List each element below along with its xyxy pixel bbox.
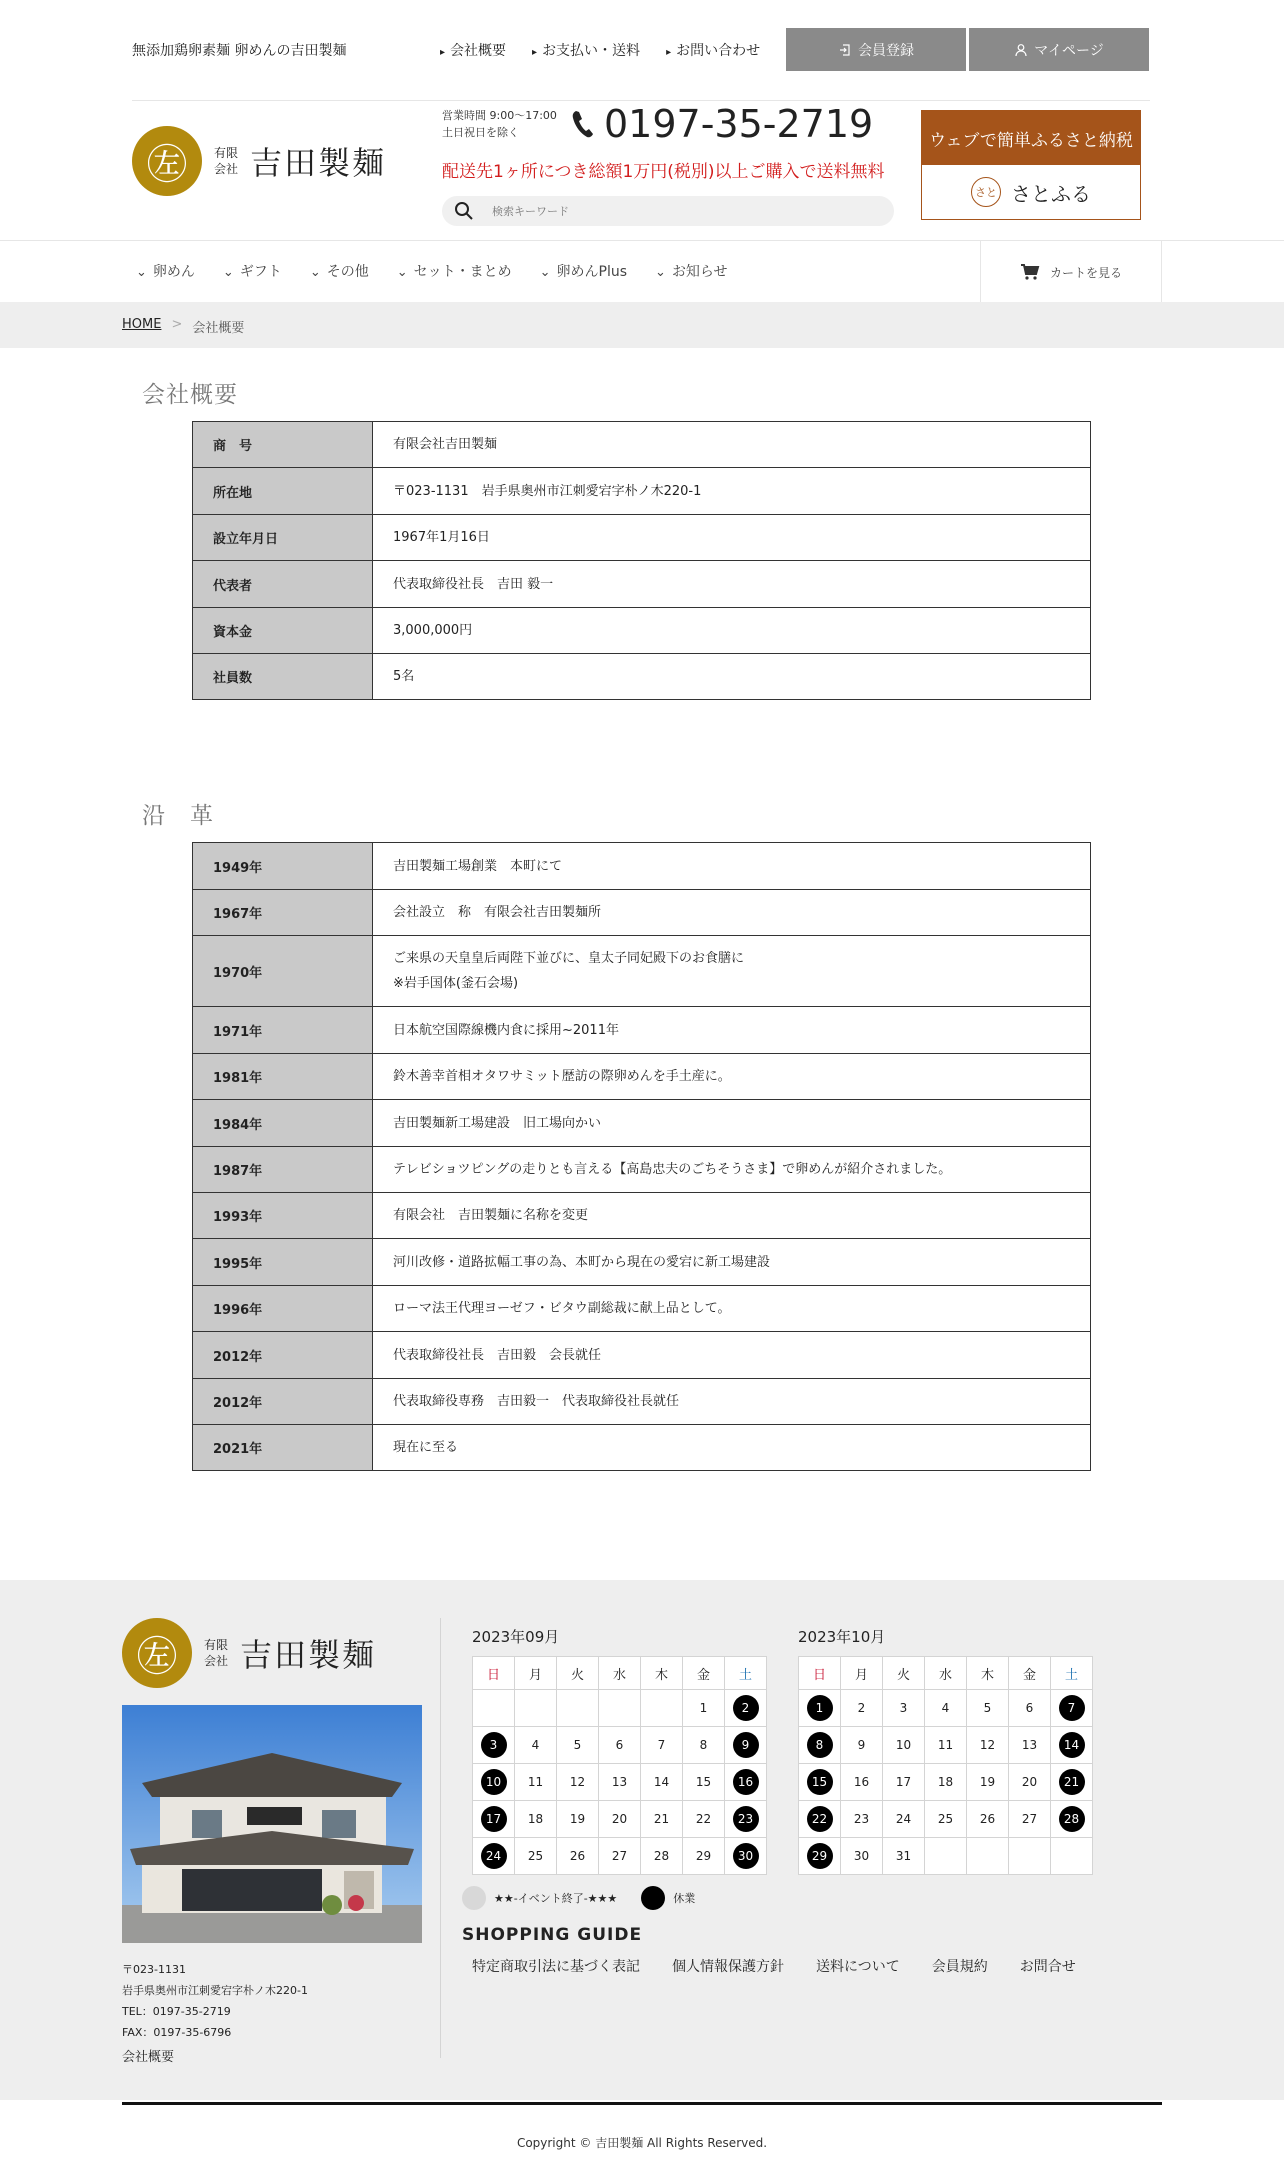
holiday-marker: 24	[481, 1843, 507, 1869]
calendar-day	[473, 1690, 515, 1727]
row-value: 5名	[373, 654, 1091, 700]
calendar-day: 8	[683, 1727, 725, 1764]
holiday-marker: 16	[733, 1769, 759, 1795]
calendar-day	[799, 1801, 841, 1838]
calendar-day	[641, 1690, 683, 1727]
calendar-day	[557, 1690, 599, 1727]
row-label: 商 号	[193, 422, 373, 468]
row-label: 1984年	[193, 1100, 373, 1147]
row-label: 設立年月日	[193, 515, 373, 561]
table-row	[193, 1332, 1091, 1379]
holiday-marker: 9	[733, 1732, 759, 1758]
logo-name: 吉田製麺	[250, 144, 387, 182]
row-label: 社員数	[193, 654, 373, 700]
calendar-day: 6	[1009, 1690, 1051, 1727]
holiday-marker: 21	[1059, 1769, 1085, 1795]
satofull-logo	[922, 165, 1140, 219]
calendar-day: 15	[683, 1764, 725, 1801]
calendar-day	[599, 1690, 641, 1727]
calendar-day	[799, 1838, 841, 1875]
nav-item-gift[interactable]: ⌄ ギフト	[223, 261, 282, 281]
topnav-payment[interactable]: ▸ お支払い・送料	[532, 40, 640, 60]
row-value: 有限会社吉田製麺	[373, 422, 1091, 468]
row-value: 河川改修・道路拡幅工事の為、本町から現在の愛宕に新工場建設	[373, 1239, 1091, 1286]
calendar-day	[473, 1764, 515, 1801]
calendar-day: 29	[683, 1838, 725, 1875]
calendar-week	[799, 1764, 1093, 1801]
phone-text: 0197-35-2719	[604, 102, 874, 146]
row-value: 〒023-1131 岩手県奥州市江刺愛宕字朴ノ木220-1	[373, 468, 1091, 515]
satofull-text: さとふる	[1011, 181, 1091, 206]
calendar-day	[725, 1801, 767, 1838]
row-value: 代表取締役専務 吉田毅一 代表取締役社長就任	[373, 1379, 1091, 1425]
legend-holiday: 休業	[673, 1892, 696, 1905]
calendar-day: 19	[557, 1801, 599, 1838]
calendar-weekday: 水	[925, 1657, 967, 1690]
nav-item-set[interactable]: ⌄ セット・まとめ	[397, 261, 512, 281]
row-value: 代表取締役社長 吉田毅 会長就任	[373, 1332, 1091, 1379]
calendar-day: 25	[515, 1838, 557, 1875]
calendar-day: 5	[967, 1690, 1009, 1727]
logo-small-1: 有限	[214, 146, 239, 160]
table-row	[193, 654, 1091, 700]
guide-link-terms[interactable]: 会員規約	[931, 1959, 988, 1975]
holiday-marker: 10	[481, 1769, 507, 1795]
calendar-day: 28	[641, 1838, 683, 1875]
calendar-day	[799, 1764, 841, 1801]
row-label: 資本金	[193, 608, 373, 654]
row-value	[373, 936, 1091, 1007]
calendar-day	[515, 1690, 557, 1727]
address-line: FAX：0197-35-6796	[122, 2026, 232, 2039]
history-title: 沿 革	[142, 803, 214, 829]
row-value: テレビショツピングの走りとも言える【高島忠夫のごちそうさま】で卵めんが紹介されました。	[373, 1147, 1091, 1193]
guide-link-tokushoho[interactable]: 特定商取引法に基づく表記	[472, 1959, 640, 1975]
calendar-day: 22	[683, 1801, 725, 1838]
calendar-day	[1051, 1690, 1093, 1727]
calendar-day: 4	[925, 1690, 967, 1727]
calendar-weekday: 金	[1009, 1657, 1051, 1690]
row-label: 1970年	[193, 936, 373, 1007]
row-label: 2021年	[193, 1425, 373, 1471]
nav-item-other[interactable]: ⌄ その他	[310, 261, 369, 281]
table-row	[193, 1147, 1091, 1193]
calendar-september	[472, 1656, 767, 1875]
footer-rule	[122, 2102, 1162, 2105]
main-nav	[0, 240, 1284, 302]
holiday-marker: 17	[481, 1806, 507, 1832]
calendar-day: 12	[967, 1727, 1009, 1764]
table-row	[193, 843, 1091, 890]
table-row	[193, 1425, 1091, 1471]
logo-small-text	[214, 145, 238, 177]
calendar-day: 31	[883, 1838, 925, 1875]
calendar-day: 20	[599, 1801, 641, 1838]
row-value: 鈴木善幸首相オタワサミット歴訪の際卵めんを手土産に。	[373, 1054, 1091, 1100]
copyright: Copyright © 吉田製麺 All Rights Reserved.	[516, 2136, 768, 2150]
mypage-button[interactable]	[969, 28, 1149, 71]
calendar-day: 5	[557, 1727, 599, 1764]
calendar-day: 21	[641, 1801, 683, 1838]
company-table	[192, 421, 1091, 700]
nav-items	[136, 261, 728, 281]
row-label: 1987年	[193, 1147, 373, 1193]
row-label: 1993年	[193, 1193, 373, 1239]
row-label: 1981年	[193, 1054, 373, 1100]
calendar-legend	[462, 1886, 695, 1910]
calendar-weekday: 土	[1051, 1657, 1093, 1690]
holiday-marker: 15	[807, 1769, 833, 1795]
cart-label: カートを見る	[1049, 265, 1122, 280]
calendar-day: 19	[967, 1764, 1009, 1801]
calendar-weekday: 木	[967, 1657, 1009, 1690]
topnav-contact[interactable]: ▸ お問い合わせ	[666, 40, 760, 60]
calendar-day	[1009, 1838, 1051, 1875]
event-dot-icon	[462, 1886, 486, 1910]
row-value: 吉田製麺新工場建設 旧工場向かい	[373, 1100, 1091, 1147]
logo-mark: ㊧	[132, 126, 202, 196]
holiday-marker: 22	[807, 1806, 833, 1832]
table-row	[193, 1193, 1091, 1239]
phone-number[interactable]	[570, 102, 873, 146]
site-tagline: 無添加鶏卵素麺 卵めんの吉田製麺	[132, 43, 347, 59]
calendar-day: 18	[515, 1801, 557, 1838]
nav-item-news[interactable]: ⌄ お知らせ	[655, 261, 728, 281]
table-row	[193, 1239, 1091, 1286]
table-row	[193, 1379, 1091, 1425]
row-value: 吉田製麺工場創業 本町にて	[373, 843, 1091, 890]
footer-logo-small-1: 有限	[204, 1638, 229, 1652]
calendar-day: 13	[599, 1764, 641, 1801]
calendar-day: 7	[641, 1727, 683, 1764]
calendar-day: 27	[599, 1838, 641, 1875]
table-row	[193, 936, 1091, 1007]
calendar-day	[925, 1838, 967, 1875]
footer-address	[122, 1959, 308, 2043]
login-icon	[838, 43, 852, 57]
holiday-marker: 7	[1059, 1695, 1085, 1721]
calendar-day: 26	[967, 1801, 1009, 1838]
breadcrumb-trail	[122, 317, 244, 336]
calendar-day: 6	[599, 1727, 641, 1764]
cart-icon	[1020, 263, 1040, 281]
footer-logo-mark: ㊧	[122, 1618, 192, 1688]
calendar-day: 14	[641, 1764, 683, 1801]
table-row	[193, 1100, 1091, 1147]
calendar-weekday: 月	[841, 1657, 883, 1690]
footer-logo-small	[204, 1637, 228, 1669]
register-label: 会員登録	[858, 42, 914, 59]
address-line: 〒023-1131	[122, 1963, 186, 1976]
table-row	[193, 468, 1091, 515]
calendar-week	[799, 1838, 1093, 1875]
calendar-day: 25	[925, 1801, 967, 1838]
table-row	[193, 608, 1091, 654]
guide-link-shipping[interactable]: 送料について	[816, 1959, 900, 1975]
factory-photo	[122, 1705, 422, 1943]
holiday-marker: 30	[733, 1843, 759, 1869]
table-row	[193, 515, 1091, 561]
footer-logo-name: 吉田製麺	[240, 1636, 377, 1674]
calendar-day: 13	[1009, 1727, 1051, 1764]
nav-item-plus[interactable]: ⌄ 卵めんPlus	[540, 261, 627, 281]
calendar-day	[473, 1838, 515, 1875]
furusato-banner-title: ウェブで簡単ふるさと納税	[922, 111, 1140, 165]
shopping-guide-links	[472, 1956, 1076, 1976]
holiday-marker: 28	[1059, 1806, 1085, 1832]
table-row	[193, 422, 1091, 468]
footer-logo-small-2: 会社	[204, 1654, 229, 1668]
calendar-week	[473, 1764, 767, 1801]
calendar-day: 10	[883, 1727, 925, 1764]
calendar-day	[1051, 1764, 1093, 1801]
company-title: 会社概要	[142, 382, 238, 408]
table-row	[193, 1054, 1091, 1100]
breadcrumb-current: 会社概要	[192, 321, 245, 336]
user-icon	[1014, 43, 1028, 57]
address-line: 岩手県奥州市江刺愛宕字朴ノ木220-1	[122, 1984, 308, 1997]
calendar-day	[967, 1838, 1009, 1875]
calendar-day	[725, 1838, 767, 1875]
row-value: 1967年1月16日	[373, 515, 1091, 561]
row-value: 日本航空国際線機内食に採用~2011年	[373, 1007, 1091, 1054]
table-row	[193, 561, 1091, 608]
guide-link-privacy[interactable]: 個人情報保護方針	[672, 1959, 784, 1975]
site-logo[interactable]	[132, 126, 386, 196]
row-label: 1995年	[193, 1239, 373, 1286]
calendar-week	[473, 1727, 767, 1764]
calendar-day: 18	[925, 1764, 967, 1801]
calendar-sep-title: 2023年09月	[472, 1628, 560, 1646]
phone-icon	[570, 109, 596, 139]
calendar-day: 27	[1009, 1801, 1051, 1838]
calendar-weekday-row	[799, 1657, 1093, 1690]
holiday-marker: 8	[807, 1732, 833, 1758]
calendar-weekday: 日	[799, 1657, 841, 1690]
row-value: 有限会社 吉田製麺に名称を変更	[373, 1193, 1091, 1239]
breadcrumb	[0, 302, 1284, 348]
shipping-promo: 配送先1ヶ所につき総額1万円(税別)以上ご購入で送料無料	[442, 162, 885, 182]
calendar-day: 11	[925, 1727, 967, 1764]
footer-company-link[interactable]: 会社概要	[122, 2050, 175, 2065]
calendar-day: 16	[841, 1764, 883, 1801]
breadcrumb-home[interactable]: HOME	[122, 317, 162, 332]
calendar-weekday: 木	[641, 1657, 683, 1690]
calendar-october	[798, 1656, 1093, 1875]
shopping-guide-title: SHOPPING GUIDE	[462, 1925, 643, 1945]
topnav-company[interactable]: ▸ 会社概要	[440, 40, 506, 60]
holiday-marker: 3	[481, 1732, 507, 1758]
calendar-day: 11	[515, 1764, 557, 1801]
footer-divider	[440, 1618, 441, 2058]
row-value-line-2: ※岩手国体(釜石会場)	[393, 976, 519, 991]
calendar-day: 9	[841, 1727, 883, 1764]
holiday-dot-icon	[641, 1886, 665, 1910]
holiday-marker: 1	[807, 1695, 833, 1721]
holiday-marker: 23	[733, 1806, 759, 1832]
search-box	[442, 196, 894, 226]
cart-button[interactable]	[980, 241, 1162, 303]
calendar-weekday-row	[473, 1657, 767, 1690]
calendar-weekday: 日	[473, 1657, 515, 1690]
calendar-weekday: 水	[599, 1657, 641, 1690]
calendar-day: 17	[883, 1764, 925, 1801]
calendar-day	[473, 1727, 515, 1764]
search-icon[interactable]	[454, 201, 474, 221]
calendar-weekday: 月	[515, 1657, 557, 1690]
calendar-day: 12	[557, 1764, 599, 1801]
calendar-week	[473, 1690, 767, 1727]
address-line: TEL：0197-35-2719	[122, 2005, 231, 2018]
logo-small-2: 会社	[214, 162, 239, 176]
hours-line-2: 土日祝日を除く	[442, 126, 519, 139]
calendar-day: 30	[841, 1838, 883, 1875]
calendar-weekday: 火	[557, 1657, 599, 1690]
header-divider	[132, 100, 1150, 101]
calendar-week	[473, 1801, 767, 1838]
row-label: 1949年	[193, 843, 373, 890]
calendar-day: 24	[883, 1801, 925, 1838]
row-value: 会社設立 称 有限会社吉田製麺所	[373, 890, 1091, 936]
row-label: 2012年	[193, 1379, 373, 1425]
calendar-day	[473, 1801, 515, 1838]
calendar-day	[799, 1727, 841, 1764]
calendar-day	[1051, 1838, 1093, 1875]
breadcrumb-separator: >	[171, 317, 183, 332]
row-value: 代表取締役社長 吉田 毅一	[373, 561, 1091, 608]
row-value: 現在に至る	[373, 1425, 1091, 1471]
calendar-day	[725, 1764, 767, 1801]
holiday-marker: 2	[733, 1695, 759, 1721]
legend-event: ★★-イベント終了-★★★	[494, 1892, 618, 1905]
calendar-weekday: 土	[725, 1657, 767, 1690]
satofull-mark: さと	[971, 177, 1001, 207]
footer-logo[interactable]	[122, 1618, 376, 1688]
row-value-line-1: ご来県の天皇皇后両陛下並びに、皇太子同妃殿下のお食膳に	[393, 951, 745, 966]
guide-link-contact[interactable]: お問合せ	[1019, 1959, 1076, 1975]
calendar-day: 3	[883, 1690, 925, 1727]
calendar-oct-title: 2023年10月	[798, 1628, 886, 1646]
row-label: 1971年	[193, 1007, 373, 1054]
row-value: 3,000,000円	[373, 608, 1091, 654]
top-nav	[440, 40, 760, 60]
calendar-week	[799, 1727, 1093, 1764]
mypage-label: マイページ	[1034, 42, 1104, 59]
hours-line-1: 営業時間 9:00〜17:00	[442, 109, 557, 122]
row-label: 1967年	[193, 890, 373, 936]
calendar-week	[473, 1838, 767, 1875]
calendar-day: 23	[841, 1801, 883, 1838]
calendar-day	[799, 1690, 841, 1727]
calendar-day	[1051, 1727, 1093, 1764]
nav-item-tamamen[interactable]: ⌄ 卵めん	[136, 261, 195, 281]
calendar-weekday: 金	[683, 1657, 725, 1690]
row-label: 2012年	[193, 1332, 373, 1379]
calendar-day: 20	[1009, 1764, 1051, 1801]
table-row	[193, 1007, 1091, 1054]
table-row	[193, 890, 1091, 936]
row-value: ローマ法王代理ヨーゼフ・ビタウ副総裁に献上品として。	[373, 1286, 1091, 1332]
calendar-day	[725, 1690, 767, 1727]
furusato-banner[interactable]	[921, 110, 1141, 220]
row-label: 所在地	[193, 468, 373, 515]
calendar-weekday: 火	[883, 1657, 925, 1690]
calendar-week	[799, 1801, 1093, 1838]
search-input[interactable]	[492, 205, 852, 218]
calendar-day: 4	[515, 1727, 557, 1764]
business-hours	[442, 107, 557, 141]
calendar-day: 26	[557, 1838, 599, 1875]
row-label: 1996年	[193, 1286, 373, 1332]
holiday-marker: 14	[1059, 1732, 1085, 1758]
calendar-day	[1051, 1801, 1093, 1838]
row-label: 代表者	[193, 561, 373, 608]
calendar-day: 2	[841, 1690, 883, 1727]
calendar-day	[725, 1727, 767, 1764]
register-button[interactable]	[786, 28, 966, 71]
history-table	[192, 842, 1091, 1471]
holiday-marker: 29	[807, 1843, 833, 1869]
calendar-day: 1	[683, 1690, 725, 1727]
table-row	[193, 1286, 1091, 1332]
calendar-week	[799, 1690, 1093, 1727]
